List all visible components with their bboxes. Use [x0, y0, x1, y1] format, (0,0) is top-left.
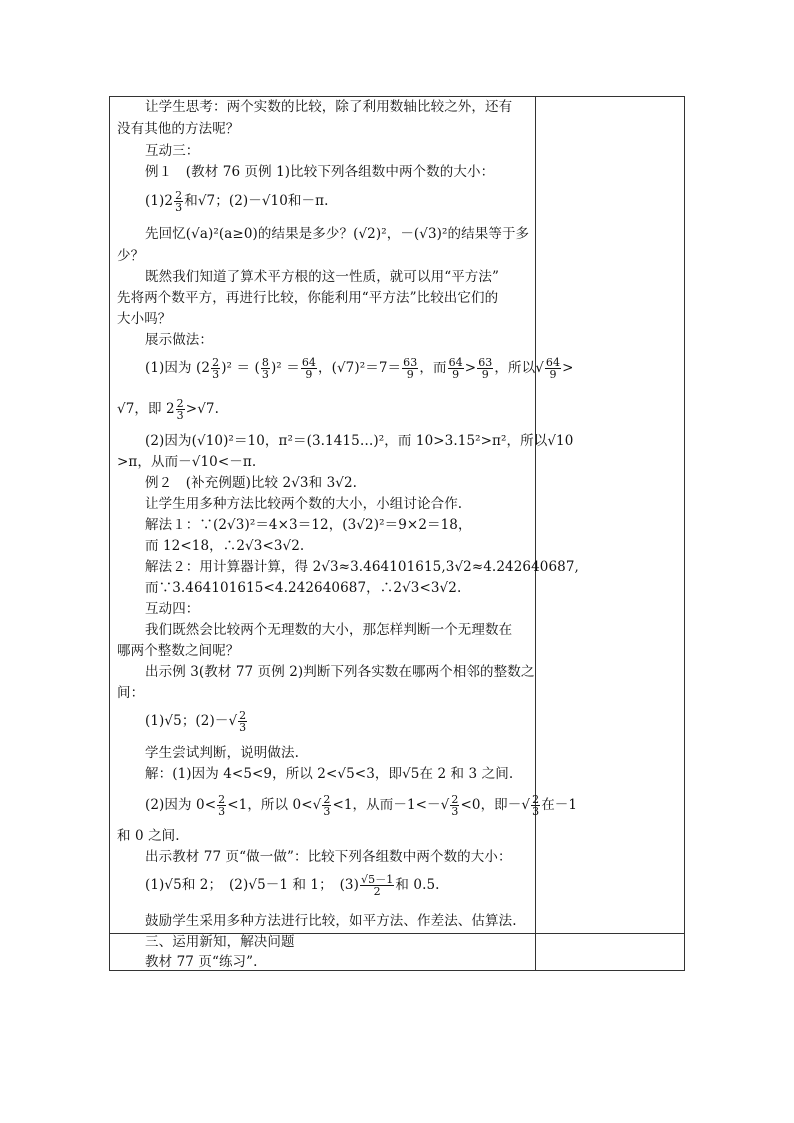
text-line: 让学生用多种方法比较两个数的大小，小组讨论合作.: [145, 496, 463, 512]
example-title: 例２ (补充例题)比较 2√3和 3√2.: [145, 475, 358, 491]
math-line: (1)2 $\frac{2}{3}$ 和√7；(2)－√10和－π.: [145, 189, 329, 214]
text-line: 大小吗？: [117, 311, 172, 327]
text-line: >π，从而－√10<－π.: [117, 454, 257, 470]
text-line: 先回忆(√a)²(a≥0)的结果是多少？(√2)²，－(√3)²的结果等于多: [145, 226, 530, 242]
text-line: 解法２：用计算器计算，得 2√3≈3.464101615,3√2≈4.242640687,: [145, 559, 579, 575]
fraction: $\frac{2}{3}$: [175, 189, 183, 214]
text-line: 展示做法：: [145, 332, 213, 348]
section-heading: 互动四：: [145, 601, 200, 617]
section-heading: 三、运用新知，解决问题: [145, 934, 295, 950]
text-line: 而 12<18，∴2√3<3√2.: [145, 538, 305, 554]
text-line: 先将两个数平方，再进行比较，你能利用“平方法”比较出它们的: [117, 290, 499, 306]
text-line: 出示教材 77 页“做一做”：比较下列各组数中两个数的大小：: [145, 849, 512, 865]
text-line: 而∵3.464101615<4.242640687，∴2√3<3√2.: [145, 580, 462, 596]
text-line: 既然我们知道了算术平方根的这一性质，就可以用“平方法”: [145, 269, 500, 285]
math-line: (1)因为 (2 $\frac{2}{3}$ )² ＝ ( $\frac{8}{3}$ )² ＝ $\frac{64}{9}$ ，(√7)²＝7＝ $\frac{63}{9}$ ，而 $\frac{64}{9}$ > $\frac{63}{9}$ ，所以√ $\frac{64}{9}$ >: [145, 356, 574, 381]
text-line: 让学生思考：两个实数的比较，除了利用数轴比较之外，还有: [145, 99, 513, 115]
text-line: 解：(1)因为 4<5<9，所以 2<√5<3，即√5在 2 和 3 之间.: [145, 766, 514, 782]
text-line: 哪两个整数之间呢？: [117, 643, 240, 659]
text-line: 间：: [117, 685, 145, 701]
example-title: 例１ (教材 76 页例 1)比较下列各组数中两个数的大小：: [145, 164, 495, 180]
text-line: 我们既然会比较两个无理数的大小，那怎样判断一个无理数在: [145, 622, 513, 638]
notes-cell-2: [536, 933, 685, 971]
text-line: 少？: [117, 248, 145, 264]
text-line: 鼓励学生采用多种方法进行比较，如平方法、作差法、估算法.: [145, 913, 517, 929]
math-line: (1)√5；(2)－√ $\frac{2}{3}$: [145, 709, 247, 734]
math-line: (2)因为 0< $\frac{2}{3}$ <1，所以 0<√ $\frac{2}{3}$ <1，从而－1<－√ $\frac{2}{3}$ <0，即－√ $\frac{2}{3}$ 在－1: [145, 793, 578, 818]
text-line: 没有其他的方法呢？: [117, 121, 240, 137]
text-line: 和 0 之间.: [117, 828, 180, 844]
text-line: 学生尝试判断，说明做法.: [145, 745, 299, 761]
math-line: (1)√5和 2； (2)√5－1 和 1； (3) $\frac{√5-1}{2}$ 和 0.5.: [145, 873, 440, 898]
section-heading: 互动三：: [145, 143, 200, 159]
text-line: (2)因为(√10)²＝10，π²＝(3.1415…)²，而 10>3.15²>π²，所以√10: [145, 433, 574, 449]
math-line: √7，即 2 $\frac{2}{3}$ >√7.: [117, 397, 219, 422]
text-line: 出示例 3(教材 77 页例 2)判断下列各实数在哪两个相邻的整数之: [145, 664, 535, 680]
text-line: 解法１：∵(2√3)²＝4×3＝12，(3√2)²＝9×2＝18，: [145, 517, 472, 533]
text-line: 教材 77 页“练习”.: [145, 954, 258, 970]
